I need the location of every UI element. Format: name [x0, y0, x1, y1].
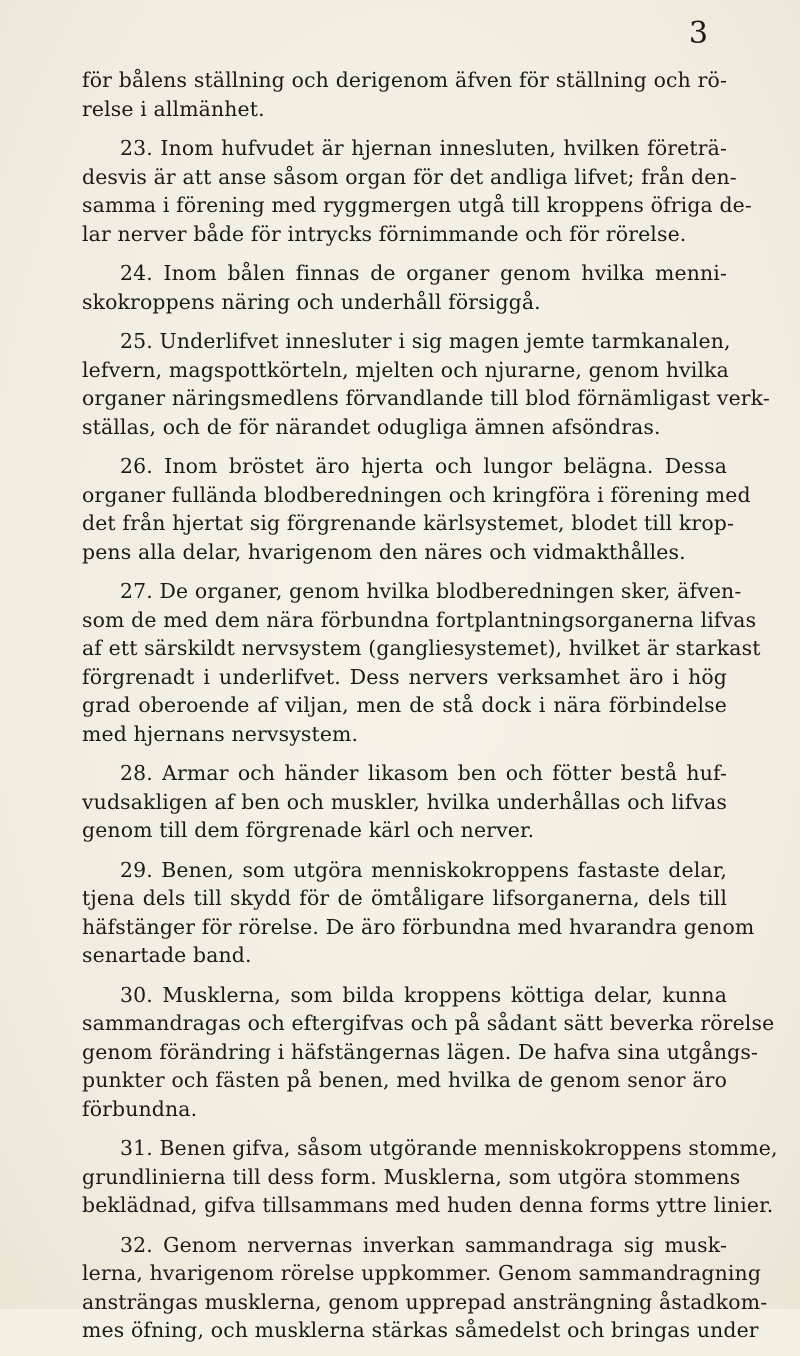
text-line: vudsakligen af ben och muskler, hvilka underhållas och lifvas — [82, 789, 727, 814]
text-line: organer näringsmedlens förvandlande till blod förnämligast verk- — [82, 386, 770, 410]
text-line: som de med dem nära förbundna fortplantningsorganerna lifvas — [82, 607, 757, 632]
text-line: 31. Benen gifva, såsom utgörande menniskokroppens stomme, — [120, 1136, 778, 1160]
text-line: grundlinierna till dess form. Musklerna, som utgöra stommens — [82, 1164, 741, 1189]
text-line: det från hjertat sig förgrenande kärlsystemet, blodet till krop- — [82, 511, 734, 535]
paragraph-29 — [82, 856, 755, 970]
text-line: lar nerver både för intrycks förnimmande och för rörelse. — [82, 221, 687, 246]
text-line: 24. Inom bålen finnas de organer genom hvilka menni- — [120, 261, 727, 285]
text-line: grad oberoende af viljan, men de stå dock i nära förbindelse — [82, 693, 727, 717]
text-line: tjena dels till skydd för de ömtåligare lifsorganerna, dels till — [82, 886, 727, 910]
text-line: relse i allmänhet. — [82, 96, 265, 121]
text-line: skokroppens näring och underhåll försiggå. — [82, 289, 541, 314]
text-line: 26. Inom bröstet äro hjerta och lungor belägna. Dessa — [120, 454, 727, 478]
paragraph-31 — [82, 1134, 778, 1220]
text-line: förbundna. — [82, 1096, 198, 1121]
text-line: för bålens ställning och derigenom äfven för ställning och rö- — [82, 68, 727, 92]
paragraph-28 — [82, 759, 727, 845]
text-line: 32. Genom nervernas inverkan sammandraga sig musk- — [120, 1232, 727, 1257]
text-line: genom till dem förgrenade kärl och nerver. — [82, 818, 535, 842]
text-line: häfstänger för rörelse. De äro förbundna med hvarandra genom — [82, 914, 755, 939]
text-line: samma i förening med ryggmergen utgå till kroppens öfriga de- — [82, 193, 752, 217]
text-line: med hjernans nervsystem. — [82, 721, 359, 746]
text-line: 23. Inom hufvudet är hjernan innesluten, hvilken företrä- — [120, 136, 727, 160]
text-line: 25. Underlifvet innesluter i sig magen jemte tarmkanalen, — [120, 329, 731, 353]
paragraph — [82, 66, 727, 123]
paragraph-26 — [82, 452, 751, 566]
text-line: pens alla delar, hvarigenom den näres och vidmakthålles. — [82, 539, 686, 564]
text-line: 30. Musklerna, som bilda kroppens köttiga delar, kunna — [120, 982, 727, 1007]
text-line: sammandragas och eftergifvas och på sådant sätt beverka rörelse — [82, 1011, 775, 1035]
body-text — [82, 66, 778, 1356]
text-line: af ett särskildt nervsystem (gangliesystemet), hvilket är starkast — [82, 636, 761, 660]
text-line: 28. Armar och händer likasom ben och fötter bestå huf- — [120, 761, 727, 785]
text-line: 27. De organer, genom hvilka blodberedningen sker, äfven- — [120, 579, 742, 603]
text-line: mes öfning, och musklerna stärkas såmedelst och bringas under — [82, 1318, 759, 1342]
paragraph-27 — [82, 577, 761, 748]
paragraph-24 — [82, 259, 727, 316]
paragraph-30 — [82, 981, 775, 1124]
paragraph-32 — [82, 1231, 768, 1345]
text-line: senartade band. — [82, 943, 252, 967]
text-line: lefvern, magspottkörteln, mjelten och njurarne, genom hvilka — [82, 357, 729, 382]
text-line: ställas, och de för närandet odugliga ämnen afsöndras. — [82, 414, 661, 439]
text-line: desvis är att anse såsom organ för det andliga lifvet; från den- — [82, 164, 737, 189]
paragraph-25 — [82, 327, 770, 441]
text-line: genom förändring i häfstängernas lägen. De hafva sina utgångs- — [82, 1039, 758, 1064]
text-line: beklädnad, gifva tillsammans med huden denna forms yttre linier. — [82, 1193, 774, 1217]
text-line: punkter och fästen på benen, med hvilka de genom senor äro — [82, 1068, 727, 1092]
text-line: 29. Benen, som utgöra menniskokroppens fastaste delar, — [120, 857, 727, 882]
text-line: lerna, hvarigenom rörelse uppkommer. Genom sammandragning — [82, 1261, 762, 1285]
text-line: organer fullända blodberedningen och kringföra i förening med — [82, 482, 751, 507]
paragraph-23 — [82, 134, 752, 248]
page-number: 3 — [688, 16, 708, 51]
text-line: ansträngas musklerna, genom upprepad ansträngning åstadkom- — [82, 1289, 768, 1314]
text-line: förgrenadt i underlifvet. Dess nervers verksamhet äro i hög — [82, 664, 727, 689]
